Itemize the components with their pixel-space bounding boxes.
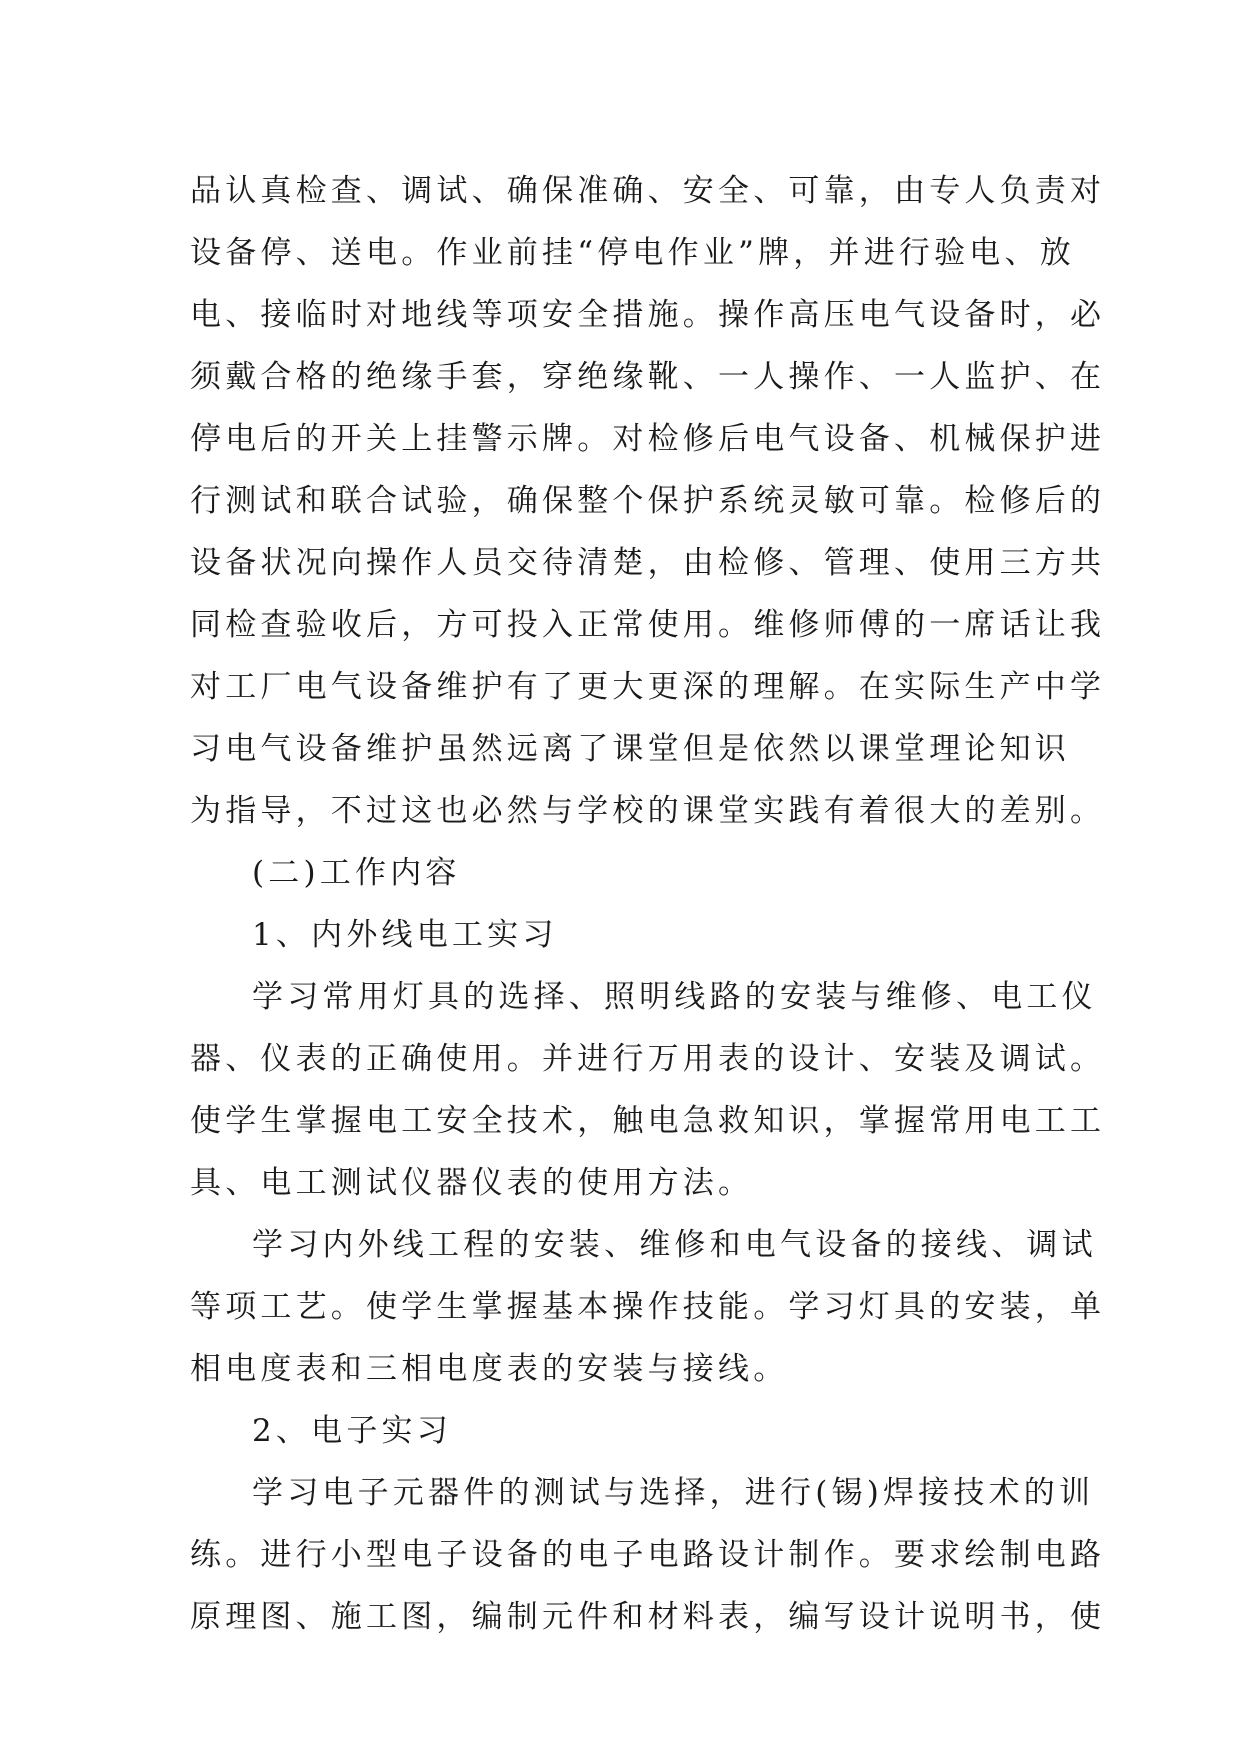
text-line: 须戴合格的绝缘手套，穿绝缘靴、一人操作、一人监护、在 bbox=[190, 359, 1106, 395]
text-line: 品认真检查、调试、确保准确、安全、可靠，由专人负责对 bbox=[190, 173, 1106, 209]
paragraph-first-line: 学习常用灯具的选择、照明线路的安装与维修、电工仪 bbox=[252, 979, 1097, 1015]
text-line: 为指导，不过这也必然与学校的课堂实践有着很大的差别。 bbox=[190, 793, 1106, 829]
text-line: 习电气设备维护虽然远离了课堂但是依然以课堂理论知识 bbox=[190, 731, 1070, 767]
paragraph-first-line: 学习内外线工程的安装、维修和电气设备的接线、调试 bbox=[252, 1227, 1097, 1263]
subsection-heading: 1、内外线电工实习 bbox=[252, 917, 558, 953]
text-line: 同检查验收后，方可投入正常使用。维修师傅的一席话让我 bbox=[190, 607, 1106, 643]
document-body bbox=[190, 160, 1106, 1648]
subsection-heading: 2、电子实习 bbox=[252, 1413, 452, 1449]
paragraph-first-line: 学习电子元器件的测试与选择，进行(锡)焊接技术的训 bbox=[252, 1475, 1095, 1511]
text-line: 具、电工测试仪器仪表的使用方法。 bbox=[190, 1165, 754, 1201]
text-line: 练。进行小型电子设备的电子电路设计制作。要求绘制电路 bbox=[190, 1537, 1106, 1573]
text-line: 器、仪表的正确使用。并进行万用表的设计、安装及调试。 bbox=[190, 1041, 1106, 1077]
text-line: 相电度表和三相电度表的安装与接线。 bbox=[190, 1351, 789, 1387]
text-line: 使学生掌握电工安全技术，触电急救知识，掌握常用电工工 bbox=[190, 1103, 1106, 1139]
text-line: 电、接临时对地线等项安全措施。操作高压电气设备时，必 bbox=[190, 297, 1106, 333]
text-line: 原理图、施工图，编制元件和材料表，编写设计说明书，使 bbox=[190, 1599, 1106, 1635]
text-line: 对工厂电气设备维护有了更大更深的理解。在实际生产中学 bbox=[190, 669, 1106, 705]
text-line: 等项工艺。使学生掌握基本操作技能。学习灯具的安装，单 bbox=[190, 1289, 1106, 1325]
text-line: 停电后的开关上挂警示牌。对检修后电气设备、机械保护进 bbox=[190, 421, 1106, 457]
text-line: 行测试和联合试验，确保整个保护系统灵敏可靠。检修后的 bbox=[190, 483, 1106, 519]
text-line: 设备停、送电。作业前挂“停电作业”牌，并进行验电、放 bbox=[190, 235, 1075, 271]
text-line: 设备状况向操作人员交待清楚，由检修、管理、使用三方共 bbox=[190, 545, 1106, 581]
section-heading: (二)工作内容 bbox=[252, 855, 461, 891]
